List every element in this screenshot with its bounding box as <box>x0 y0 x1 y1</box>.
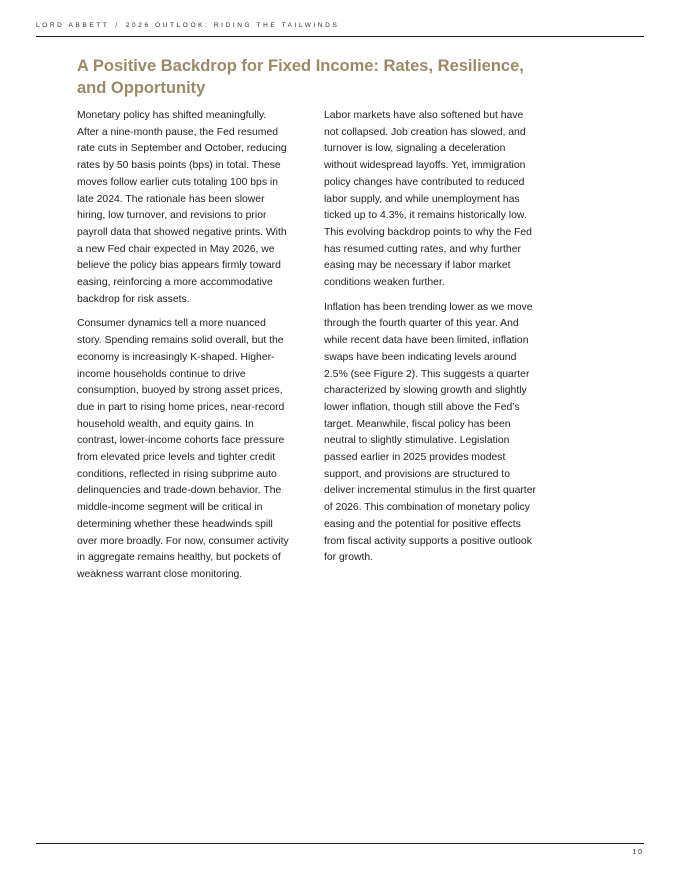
header-divider <box>36 36 644 37</box>
footer-divider <box>36 843 644 844</box>
running-header <box>36 22 339 29</box>
paragraph-labor-markets: Labor markets have also softened but have not collapsed. Job creation has slowed, and turnover is low, signaling a deceleration without widespread layoffs. Yet, immigration policy changes have contributed to reduced labor supply, and while unemployment has ticked up to 4.3%, it remains historically low. This evolving backdrop points to why the Fed has resumed cutting rates, and why further easing may be necessary if labor market conditions weaken further. <box>324 110 532 289</box>
page-number: 10 <box>632 849 644 856</box>
paragraph-consumer-dynamics: Consumer dynamics tell a more nuanced story. Spending remains solid overall, but the economy is increasingly K-shaped. Higher-income households continue to drive consumption, buoyed by strong asset prices, due in part to rising home prices, near-record household wealth, and equity gains. In contrast, lower-income cohorts face pressure from elevated price levels and tighter credit conditions, reflected in rising subprime auto delinquencies and trade-down behavior. The middle-income segment will be critical in determining whether these headwinds spill over more broadly. For now, consumer activity in aggregate remains healthy, but pockets of weakness warrant close monitoring. <box>77 318 289 580</box>
publisher-name: LORD ABBETT <box>36 22 110 29</box>
paragraph-monetary-policy: Monetary policy has shifted meaningfully. After a nine-month pause, the Fed resumed rate cuts in September and October, reducing rates by 50 basis points (bps) in total. These moves follow earlier cuts totaling 100 bps in late 2024. The rationale has been slower hiring, low turnover, and revisions to prior payroll data that showed negative prints. With a new Fed chair expected in May 2026, we believe the policy bias appears firmly toward easing, reinforcing a more accommodative backdrop for risk assets. <box>77 110 287 305</box>
section-title: A Positive Backdrop for Fixed Income: Rates, Resilience, and Opportunity <box>77 57 524 97</box>
right-column <box>324 108 536 575</box>
header-separator: / <box>115 22 120 29</box>
left-column <box>77 108 289 592</box>
paragraph-inflation: Inflation has been trending lower as we move through the fourth quarter of this year. And while recent data have been limited, inflation swaps have been indicating levels around 2.5% (see Figure 2). This suggests a quarter characterized by slowing growth and slightly lower inflation, though still above the Fed’s target. Meanwhile, fiscal policy has been neutral to slightly stimulative. Legislation passed earlier in 2025 provides modest support, and provisions are structured to deliver incremental stimulus in the first quarter of 2026. This combination of monetary policy easing and the potential for positive effects from fiscal activity supports a positive outlook for growth. <box>324 301 536 564</box>
publication-title: 2026 OUTLOOK: RIDING THE TAILWINDS <box>125 22 340 29</box>
